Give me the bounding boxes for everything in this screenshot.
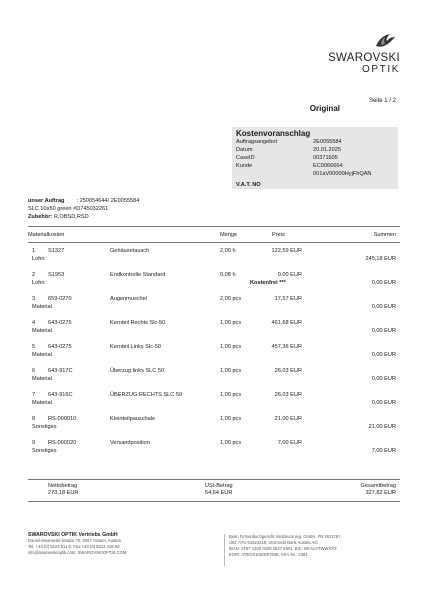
- row-code: RS-000010: [48, 416, 77, 422]
- row-qty: 1,00 pcs: [220, 344, 242, 350]
- row-description: Kernteil Links Slc-50: [110, 344, 161, 350]
- row-price: 21,00 EUR: [274, 416, 302, 422]
- net-label: Nettobetrag: [48, 483, 78, 489]
- footer-email: info@swarovskioptik.com, SWAROVSKIOPTIK.COM: [28, 550, 127, 555]
- row-type: Material: [32, 400, 52, 406]
- row-code: 643-917C: [48, 368, 73, 374]
- footer-divider: [224, 534, 225, 566]
- row-sum: 0,00 EUR: [371, 328, 396, 334]
- brand-logo: [310, 32, 400, 75]
- estimate-value-offer: 2E0055584: [313, 139, 342, 145]
- row-description: Versandposition: [110, 440, 150, 446]
- row-description: Augenmuschel: [110, 296, 148, 302]
- row-sum: 0,00 EUR: [371, 400, 396, 406]
- original-label: Original: [309, 104, 340, 113]
- footer-iban: IBAN: AT67 1200 0330 2527 2801, BIC: BKAUATWWXXX: [229, 546, 337, 551]
- row-pos: 4: [32, 320, 36, 326]
- row-price: 26,03 EUR: [274, 368, 302, 374]
- row-pos: 3: [32, 296, 36, 302]
- footer-left: [28, 532, 218, 556]
- row-code: 659-0270: [48, 296, 72, 302]
- row-qty: 1,00 pcs: [220, 368, 242, 374]
- row-pos: 6: [32, 368, 36, 374]
- row-type: Sonstiges: [32, 448, 57, 454]
- net-value: 273,18 EUR: [48, 490, 79, 496]
- row-description: Kernteil Rechts Slc-50: [110, 320, 166, 326]
- row-description: Überzug links SLC 50: [110, 368, 165, 374]
- row-pos: 5: [32, 344, 36, 350]
- row-sum: 0,00 EUR: [371, 352, 396, 358]
- footer-address: Daniel-Swarovski-Straße 70, 6067 Absam, Austria: [28, 538, 121, 543]
- row-description: Gehäusetausch: [110, 248, 150, 254]
- accessories-value: R,OBSD,RSD: [53, 214, 89, 220]
- row-description: Endkontrolle Standard: [110, 272, 166, 278]
- row-price: 461,68 EUR: [271, 320, 302, 326]
- page-number: Seite 1 / 2: [368, 98, 396, 104]
- row-pos: 1: [32, 248, 36, 254]
- estimate-value-caseid: 00371605: [313, 155, 338, 161]
- estimate-value-date: 20.01.2025: [313, 147, 341, 153]
- row-pos: 9: [32, 440, 36, 446]
- estimate-label-date: Datum: [236, 147, 253, 153]
- row-qty: 1,00 pcs: [220, 416, 242, 422]
- row-qty: 2,00 h: [220, 248, 236, 254]
- row-type: Material: [32, 376, 52, 382]
- row-code: RS-000020: [48, 440, 77, 446]
- order-label: unser Auftrag: [28, 198, 65, 204]
- footer-phone: Tel. +43 (0) 5223 511-0, Fax +43 (0) 5223 418 60: [28, 544, 120, 549]
- row-code: S1327: [48, 248, 65, 254]
- row-price: 457,36 EUR: [271, 344, 302, 350]
- accessories-label: Zubehör:: [28, 214, 53, 220]
- row-pos: 2: [32, 272, 36, 278]
- estimate-value-customer: EC0066664: [313, 163, 343, 169]
- row-type: Material: [32, 328, 52, 334]
- row-sum: 0,00 EUR: [371, 280, 396, 286]
- row-sum: 7,00 EUR: [371, 448, 396, 454]
- brand-sub: OPTIK: [361, 64, 400, 75]
- footer-eori: EORI: ATEOS1000007648, ARA-Nr.: 2381: [229, 552, 308, 557]
- row-price: 17,57 EUR: [274, 296, 302, 302]
- footer-company: SWAROVSKI OPTIK Vertriebs GmbH: [28, 532, 118, 538]
- estimate-label-caseid: CaseID: [236, 155, 255, 161]
- estimate-value-extra: 001aV00000HyjFhQAN: [313, 171, 372, 177]
- estimate-label-customer: Kunde: [236, 163, 253, 169]
- row-pos: 7: [32, 392, 36, 398]
- gross-label: Gesamtbetrag: [360, 483, 396, 489]
- row-price: 122,59 EUR: [271, 248, 302, 254]
- order-value: : 250054644/ 2E0055584: [76, 198, 140, 204]
- row-sum: 0,00 EUR: [371, 376, 396, 382]
- swan-logo-icon: [372, 32, 396, 52]
- estimate-title: Kostenvoranschlag: [236, 129, 311, 138]
- row-code: S1953: [48, 272, 65, 278]
- vat-number-label: V.A.T. NO: [236, 182, 261, 188]
- row-sum: 245,18 EUR: [365, 256, 396, 262]
- row-type: Material: [32, 304, 52, 310]
- estimate-label-offer: Auftragsangebot: [236, 139, 278, 145]
- header-sum: Summen: [373, 232, 396, 238]
- row-sum: 21,00 EUR: [368, 424, 396, 430]
- vat-label: USt-Betrag: [205, 483, 233, 489]
- row-qty: 1,00 pcs: [220, 440, 242, 446]
- row-pos: 8: [32, 416, 36, 422]
- totals-bottom-rule: [28, 501, 400, 502]
- footer-right: [229, 534, 401, 558]
- row-price: 7,00 EUR: [277, 440, 302, 446]
- row-description: Kleinteilpauschale: [110, 416, 156, 422]
- order-product: SLC 10x50 green #D745032261: [28, 206, 109, 212]
- header-qty: Menge: [220, 232, 238, 238]
- gross-value: 327,82 EUR: [365, 490, 396, 496]
- row-description: ÜBERZUG RECHTS SLC 50: [110, 392, 183, 398]
- table-header-rule: [28, 242, 400, 243]
- row-type: Lohn: [32, 280, 45, 286]
- row-price: 0,00 EUR: [277, 272, 302, 278]
- row-type: Lohn: [32, 256, 45, 262]
- row-qty: 1,00 pcs: [220, 320, 242, 326]
- row-type: Material: [32, 352, 52, 358]
- row-qty: 2,00 pcs: [220, 296, 242, 302]
- header-price: Preis: [272, 232, 285, 238]
- row-note: Kostenfrei ***: [250, 280, 286, 286]
- footer-register: Beim Firmenbuchgericht Innsbruck reg. GmbH, FN 261178 t: [229, 534, 341, 539]
- table-top-rule: [28, 226, 400, 227]
- vat-value: 54,64 EUR: [205, 490, 233, 496]
- row-sum: 0,00 EUR: [371, 304, 396, 310]
- row-code: 643-0275: [48, 344, 72, 350]
- row-code: 643-0276: [48, 320, 72, 326]
- row-type: Sonstiges: [32, 424, 57, 430]
- row-price: 26,03 EUR: [274, 392, 302, 398]
- row-qty: 0,08 h: [220, 272, 236, 278]
- totals-rule: [28, 479, 400, 480]
- row-qty: 1,00 pcs: [220, 392, 242, 398]
- footer-uid: UID: ATU 61624219, UniCredit Bank Austria AG: [229, 540, 318, 545]
- order-info: [28, 197, 139, 221]
- row-code: 643-916C: [48, 392, 73, 398]
- brand-name: SWAROVSKI: [328, 52, 400, 64]
- header-material: Materialkosten: [28, 232, 65, 238]
